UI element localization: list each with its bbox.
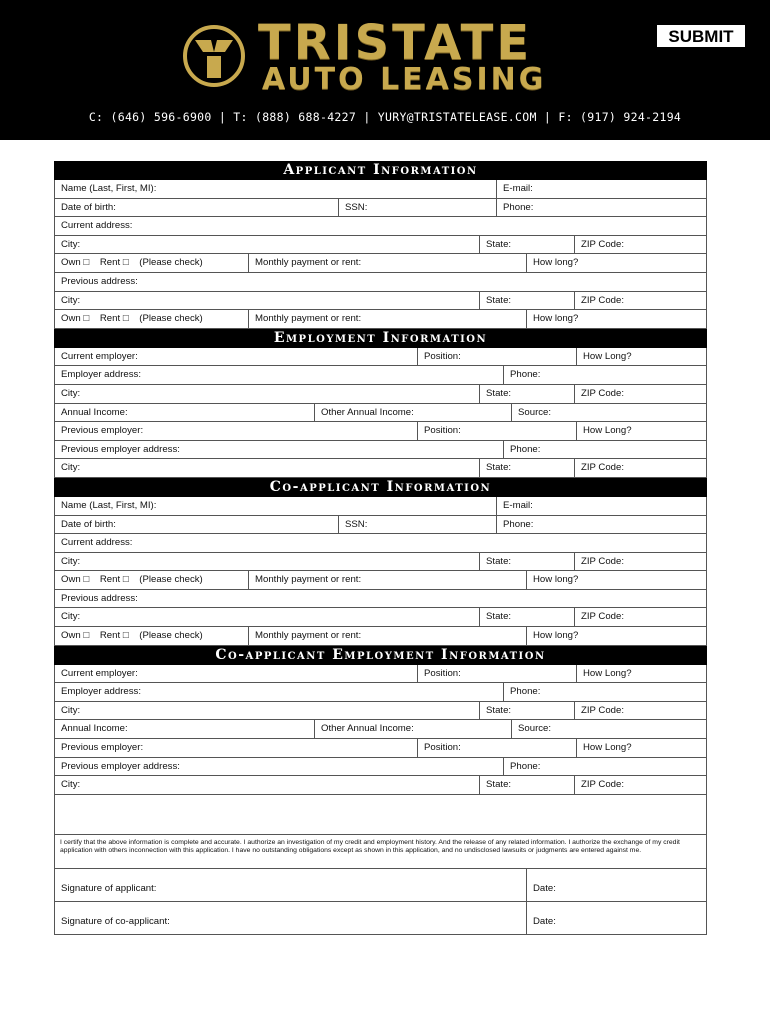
row-employer (54, 348, 707, 367)
co-annual-income-field[interactable]: Annual Income: (61, 723, 128, 735)
row-co-city (54, 553, 707, 572)
co-employer-phone-field[interactable]: Phone: (503, 683, 706, 701)
co-prev-employment-how-long-field[interactable]: How Long? (576, 739, 706, 757)
row-employer-city (54, 385, 707, 404)
row-co-name (54, 497, 707, 516)
please-check-label: (Please check) (139, 630, 203, 642)
co-state-field[interactable]: State: (479, 553, 574, 571)
row-name (54, 180, 707, 199)
co-prev-own-rent-cell (55, 627, 248, 645)
co-name-field[interactable]: Name (Last, First, MI): (61, 499, 157, 511)
rent-checkbox-icon[interactable]: □ (122, 574, 129, 586)
previous-address-field[interactable]: Previous address: (61, 275, 138, 287)
row-coapplicant-signature (54, 902, 707, 935)
row-previous-employer-address (54, 441, 707, 460)
city-field[interactable]: City: (61, 238, 81, 250)
tristate-logo-icon (183, 20, 245, 92)
row-co-income (54, 720, 707, 739)
previous-employer-address-field[interactable]: Previous employer address: (61, 443, 180, 455)
row-co-prev-employer-city (54, 776, 707, 795)
monthly-payment-field[interactable]: Monthly payment or rent: (248, 254, 526, 272)
employer-zip-field[interactable]: ZIP Code: (574, 385, 706, 403)
employer-city-field[interactable]: City: (61, 387, 81, 399)
employment-how-long-field[interactable]: How Long? (576, 348, 706, 366)
row-co-current-address (54, 534, 707, 553)
submit-button[interactable]: SUBMIT (656, 24, 746, 48)
co-previous-employer-field[interactable]: Previous employer: (61, 742, 144, 754)
rent-checkbox-icon[interactable]: □ (122, 313, 129, 325)
prev-employer-state-field[interactable]: State: (479, 459, 574, 477)
brand-subtitle: AUTO LEASING (262, 62, 547, 97)
applicant-date-field[interactable]: Date: (526, 869, 706, 901)
section-applicant-title: Applicant Information (54, 161, 707, 180)
row-co-prev-city (54, 608, 707, 627)
row-prev-employer-city (54, 459, 707, 478)
own-checkbox-icon[interactable]: □ (83, 630, 90, 642)
prev-employer-phone-field[interactable]: Phone: (503, 441, 706, 459)
co-prev-zip-field[interactable]: ZIP Code: (574, 608, 706, 626)
application-form (54, 161, 707, 935)
own-label: Own (61, 574, 81, 586)
co-monthly-payment-field[interactable]: Monthly payment or rent: (248, 571, 526, 589)
state-field[interactable]: State: (479, 236, 574, 254)
current-employer-field[interactable]: Current employer: (61, 350, 138, 362)
name-field[interactable]: Name (Last, First, MI): (61, 183, 157, 194)
prev-employer-city-field[interactable]: City: (61, 462, 81, 474)
section-coemployment-title: Co-applicant Employment Information (54, 646, 707, 665)
income-source-field[interactable]: Source: (511, 404, 706, 422)
row-co-employer (54, 665, 707, 684)
row-dob (54, 199, 707, 218)
row-employer-address (54, 366, 707, 385)
co-current-employer-field[interactable]: Current employer: (61, 667, 138, 679)
co-previous-address-field[interactable]: Previous address: (61, 592, 138, 604)
co-how-long-field[interactable]: How long? (526, 571, 706, 589)
rent-checkbox-icon[interactable]: □ (122, 630, 129, 642)
own-checkbox-icon[interactable]: □ (83, 257, 90, 269)
other-income-field[interactable]: Other Annual Income: (314, 404, 511, 422)
co-prev-position-field[interactable]: Position: (417, 739, 576, 757)
own-rent-cell (55, 254, 248, 272)
co-income-source-field[interactable]: Source: (511, 720, 706, 738)
row-prev-city (54, 292, 707, 311)
previous-employer-field[interactable]: Previous employer: (61, 425, 144, 437)
co-other-income-field[interactable]: Other Annual Income: (314, 720, 511, 738)
employer-address-field[interactable]: Employer address: (61, 369, 141, 381)
own-checkbox-icon[interactable]: □ (83, 313, 90, 325)
prev-position-field[interactable]: Position: (417, 422, 576, 440)
email-field[interactable]: E-mail: (496, 180, 706, 198)
contact-line: C: (646) 596-6900 | T: (888) 688-4227 | YURY@TRISTATELEASE.COM | F: (917) 924-2194 (88, 110, 682, 124)
row-co-employer-address (54, 683, 707, 702)
row-co-dob (54, 516, 707, 535)
dob-field[interactable]: Date of birth: (61, 201, 116, 213)
applicant-signature-field[interactable]: Signature of applicant: (61, 882, 157, 894)
co-employer-address-field[interactable]: Employer address: (61, 686, 141, 698)
co-prev-employer-zip-field[interactable]: ZIP Code: (574, 776, 706, 794)
ssn-field[interactable]: SSN: (338, 199, 496, 217)
row-current-address (54, 217, 707, 236)
prev-employment-how-long-field[interactable]: How Long? (576, 422, 706, 440)
row-applicant-signature (54, 869, 707, 902)
rent-label: Rent (99, 574, 121, 586)
row-co-employer-city (54, 702, 707, 721)
prev-employer-zip-field[interactable]: ZIP Code: (574, 459, 706, 477)
rent-label: Rent (99, 257, 121, 269)
please-check-label: (Please check) (139, 257, 203, 269)
co-dob-field[interactable]: Date of birth: (61, 518, 116, 530)
how-long-field[interactable]: How long? (526, 254, 706, 272)
co-prev-employer-state-field[interactable]: State: (479, 776, 574, 794)
co-prev-employer-city-field[interactable]: City: (61, 779, 81, 791)
rent-label: Rent (99, 313, 121, 325)
row-income (54, 404, 707, 423)
letterhead (0, 0, 770, 140)
position-field[interactable]: Position: (417, 348, 576, 366)
prev-monthly-payment-field[interactable]: Monthly payment or rent: (248, 310, 526, 328)
employer-phone-field[interactable]: Phone: (503, 366, 706, 384)
co-employer-city-field[interactable]: City: (61, 704, 81, 716)
current-address-field[interactable]: Current address: (61, 220, 133, 232)
phone-field[interactable]: Phone: (496, 199, 706, 217)
co-employer-state-field[interactable]: State: (479, 702, 574, 720)
brand-name: TRISTATE (258, 15, 533, 71)
own-label: Own (61, 630, 81, 642)
co-city-field[interactable]: City: (61, 555, 81, 567)
prev-city-field[interactable]: City: (61, 294, 81, 306)
rent-checkbox-icon[interactable]: □ (122, 257, 129, 269)
co-employer-zip-field[interactable]: ZIP Code: (574, 702, 706, 720)
row-co-previous-address (54, 590, 707, 609)
please-check-label: (Please check) (139, 313, 203, 325)
zip-field[interactable]: ZIP Code: (574, 236, 706, 254)
employer-state-field[interactable]: State: (479, 385, 574, 403)
co-prev-monthly-payment-field[interactable]: Monthly payment or rent: (248, 627, 526, 645)
section-employment-title: Employment Information (54, 329, 707, 348)
row-co-previous-employer (54, 739, 707, 758)
annual-income-field[interactable]: Annual Income: (61, 406, 128, 418)
co-prev-city-field[interactable]: City: (61, 611, 81, 623)
prev-how-long-field[interactable]: How long? (526, 310, 706, 328)
row-previous-employer (54, 422, 707, 441)
prev-own-rent-cell (55, 310, 248, 328)
row-co-own-rent (54, 571, 707, 590)
row-own-rent (54, 254, 707, 273)
row-co-previous-employer-address (54, 758, 707, 777)
co-previous-employer-address-field[interactable]: Previous employer address: (61, 760, 180, 772)
section-coapplicant-title: Co-applicant Information (54, 478, 707, 497)
prev-state-field[interactable]: State: (479, 292, 574, 310)
row-prev-own-rent (54, 310, 707, 329)
co-prev-how-long-field[interactable]: How long? (526, 627, 706, 645)
co-position-field[interactable]: Position: (417, 665, 576, 683)
row-city (54, 236, 707, 255)
co-ssn-field[interactable]: SSN: (338, 516, 496, 534)
row-co-prev-own-rent (54, 627, 707, 646)
own-checkbox-icon[interactable]: □ (83, 574, 90, 586)
co-email-field[interactable]: E-mail: (496, 497, 706, 515)
own-label: Own (61, 257, 81, 269)
co-own-rent-cell (55, 571, 248, 589)
blank-row (54, 795, 707, 835)
co-zip-field[interactable]: ZIP Code: (574, 553, 706, 571)
coapplicant-signature-field[interactable]: Signature of co-applicant: (61, 915, 170, 927)
own-label: Own (61, 313, 81, 325)
rent-label: Rent (99, 630, 121, 642)
certification-text: I certify that the above information is complete and accurate. I authorize an investigation of my credit and employment history. And the release of any related information. I authorize the exchange of my credit application with others inconnection with this application. I have no outstanding obligations except as shown in this application, and no undisclosed lawsuits or judgments are entered against me. (54, 835, 707, 869)
co-current-address-field[interactable]: Current address: (61, 537, 133, 549)
co-prev-state-field[interactable]: State: (479, 608, 574, 626)
co-phone-field[interactable]: Phone: (496, 516, 706, 534)
row-previous-address (54, 273, 707, 292)
coapplicant-date-field[interactable]: Date: (526, 902, 706, 934)
co-employment-how-long-field[interactable]: How Long? (576, 665, 706, 683)
prev-zip-field[interactable]: ZIP Code: (574, 292, 706, 310)
co-prev-employer-phone-field[interactable]: Phone: (503, 758, 706, 776)
please-check-label: (Please check) (139, 574, 203, 586)
